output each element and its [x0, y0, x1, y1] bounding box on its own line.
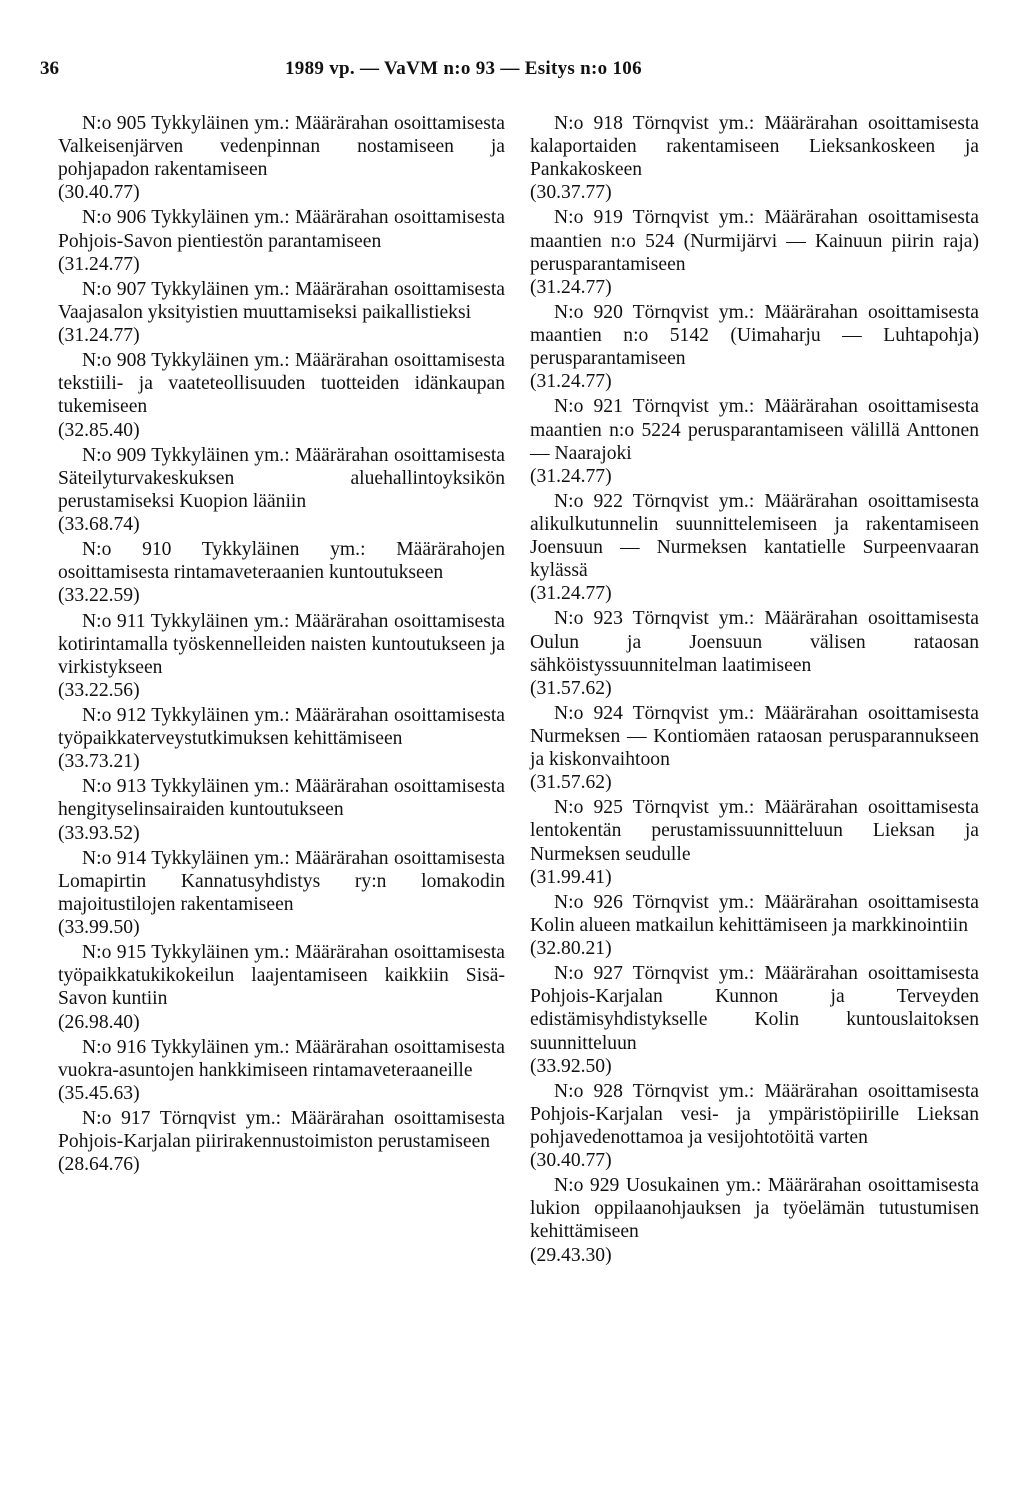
motion-description: N:o 918 Törnqvist ym.: Määrärahan osoittamisesta kalaportaiden rakentamiseen Lieksankoskeen ja Pankakoskeen [530, 113, 979, 181]
budget-item-code: (30.37.77) [530, 182, 612, 204]
budget-item-code: (30.40.77) [58, 182, 140, 204]
motion-entry [530, 301, 979, 393]
budget-item-code: (31.57.62) [530, 677, 612, 699]
motion-entry [530, 891, 979, 960]
budget-item-code: (33.68.74) [58, 513, 140, 535]
motion-description: N:o 926 Törnqvist ym.: Määrärahan osoittamisesta Kolin alueen matkailun kehittämiseen ja markkinointiin [530, 891, 979, 936]
motion-description: N:o 924 Törnqvist ym.: Määrärahan osoittamisesta Nurmeksen — Kontiomäen rataosan perusparannukseen ja kiskonvaihtoon [530, 702, 979, 771]
motion-description: N:o 925 Törnqvist ym.: Määrärahan osoittamisesta lentokentän perustamissuunnitteluun Lieksan ja Nurmeksen seudulle [530, 797, 979, 865]
motion-description: N:o 928 Törnqvist ym.: Määrärahan osoittamisesta Pohjois-Karjalan vesi- ja ympäristöpiirille Lieksan pohjavedenottamoa ja vesijohtotöitä varten [530, 1080, 979, 1148]
motion-entry [58, 704, 505, 773]
budget-item-code: (33.99.50) [58, 917, 140, 939]
motion-entry [530, 702, 979, 794]
running-title: 1989 vp. — VaVM n:o 93 — Esitys n:o 106 [285, 58, 642, 79]
motion-entry [530, 490, 979, 605]
motion-description: N:o 910 Tykkyläinen ym.: Määrärahojen osoittamisesta rintamaveteraanien kuntoutukseen [58, 539, 505, 584]
right-column [530, 112, 979, 1269]
motion-entry [530, 206, 979, 298]
motion-description: N:o 906 Tykkyläinen ym.: Määrärahan osoittamisesta Pohjois-Savon pientiestön parantamiseen [58, 207, 505, 252]
motion-entry [58, 538, 505, 607]
budget-item-code: (32.80.21) [530, 938, 612, 960]
motion-description: N:o 927 Törnqvist ym.: Määrärahan osoittamisesta Pohjois-Karjalan Kunnon ja Terveyden edistämisyhdistykselle Kolin kuntouslaitoksen suunnitteluun [530, 963, 979, 1054]
motion-entry [58, 941, 505, 1033]
budget-item-code: (28.64.76) [58, 1154, 140, 1176]
motion-entry [530, 607, 979, 699]
budget-item-code: (31.24.77) [530, 371, 612, 393]
motion-entry [58, 1036, 505, 1105]
motion-description: N:o 911 Tykkyläinen ym.: Määrärahan osoittamisesta kotirintamalla työskennelleiden naisten kuntoutukseen ja virkistykseen [58, 610, 505, 678]
budget-item-code: (31.57.62) [530, 772, 612, 794]
motion-description: N:o 915 Tykkyläinen ym.: Määrärahan osoittamisesta työpaikkatukikokeilun laajentamiseen kaikkiin Sisä-Savon kuntiin [58, 942, 505, 1010]
motion-description: N:o 922 Törnqvist ym.: Määrärahan osoittamisesta alikulkutunnelin suunnittelemiseen ja rakentamiseen Joensuun — Nurmeksen kantatielle Surpeenvaaran kylässä [530, 490, 979, 582]
motion-entry [58, 847, 505, 939]
motion-description: N:o 912 Tykkyläinen ym.: Määrärahan osoittamisesta työpaikkaterveystutkimuksen kehittämiseen [58, 705, 505, 750]
left-column [58, 112, 505, 1178]
motion-description: N:o 913 Tykkyläinen ym.: Määrärahan osoittamisesta hengityselinsairaiden kuntoutukseen [58, 776, 505, 821]
motion-description: N:o 914 Tykkyläinen ym.: Määrärahan osoittamisesta Lomapirtin Kannatusyhdistys ry:n lomakodin majoitustilojen rakentamiseen [58, 847, 505, 915]
budget-item-code: (26.98.40) [58, 1011, 140, 1033]
budget-item-code: (33.93.52) [58, 822, 140, 844]
page-number: 36 [40, 58, 59, 79]
budget-item-code: (31.24.77) [58, 253, 140, 275]
budget-item-code: (31.24.77) [530, 583, 612, 605]
motion-description: N:o 917 Törnqvist ym.: Määrärahan osoittamisesta Pohjois-Karjalan piirirakennustoimiston perustamiseen [58, 1108, 505, 1153]
budget-item-code: (33.73.21) [58, 751, 140, 773]
motion-description: N:o 908 Tykkyläinen ym.: Määrärahan osoittamisesta tekstiili- ja vaateteollisuuden tuotteiden idänkaupan tukemiseen [58, 350, 505, 418]
motion-description: N:o 923 Törnqvist ym.: Määrärahan osoittamisesta Oulun ja Joensuun välisen rataosan sähköistyssuunnitelman laatimiseen [530, 608, 979, 676]
motion-description: N:o 905 Tykkyläinen ym.: Määrärahan osoittamisesta Valkeisenjärven vedenpinnan nostamiseen ja pohjapadon rakentamiseen [58, 113, 505, 181]
budget-item-code: (33.22.56) [58, 679, 140, 701]
motion-entry [58, 610, 505, 702]
motion-entry [530, 112, 979, 204]
budget-item-code: (30.40.77) [530, 1150, 612, 1172]
budget-item-code: (31.24.77) [530, 276, 612, 298]
motion-description: N:o 916 Tykkyläinen ym.: Määrärahan osoittamisesta vuokra-asuntojen hankkimiseen rintamaveteraaneille [58, 1036, 505, 1081]
motion-entry [530, 395, 979, 487]
motion-entry [530, 962, 979, 1077]
motion-description: N:o 907 Tykkyläinen ym.: Määrärahan osoittamisesta Vaajasalon yksityistien muuttamiseksi paikallistieksi [58, 278, 505, 323]
motion-entry [530, 1174, 979, 1266]
motion-entry [530, 1080, 979, 1172]
budget-item-code: (31.24.77) [530, 465, 612, 487]
motion-description: N:o 921 Törnqvist ym.: Määrärahan osoittamisesta maantien n:o 5224 perusparantamiseen välillä Anttonen — Naarajoki [530, 396, 979, 464]
budget-item-code: (33.22.59) [58, 585, 140, 607]
budget-item-code: (31.99.41) [530, 866, 612, 888]
budget-item-code: (31.24.77) [58, 325, 140, 347]
motion-description: N:o 929 Uosukainen ym.: Määrärahan osoittamisesta lukion oppilaanohjauksen ja työelämän tutustumisen kehittämiseen [530, 1175, 979, 1243]
motion-entry [58, 349, 505, 441]
budget-item-code: (29.43.30) [530, 1244, 612, 1266]
budget-item-code: (35.45.63) [58, 1082, 140, 1104]
motion-description: N:o 919 Törnqvist ym.: Määrärahan osoittamisesta maantien n:o 524 (Nurmijärvi — Kainuun piirin raja) perusparantamiseen [530, 207, 979, 275]
motion-entry [58, 444, 505, 536]
motion-description: N:o 909 Tykkyläinen ym.: Määrärahan osoittamisesta Säteilyturvakeskuksen aluehallintoyksikön perustamiseksi Kuopion lääniin [58, 444, 505, 512]
motion-entry [58, 1107, 505, 1176]
budget-item-code: (33.92.50) [530, 1055, 612, 1077]
motion-entry [58, 112, 505, 204]
motion-entry [58, 278, 505, 347]
motion-entry [58, 206, 505, 275]
page-header [40, 58, 985, 90]
motion-entry [58, 775, 505, 844]
motion-entry [530, 796, 979, 888]
budget-item-code: (32.85.40) [58, 419, 140, 441]
motion-description: N:o 920 Törnqvist ym.: Määrärahan osoittamisesta maantien n:o 5142 (Uimaharju — Luhtapohja) perusparantamiseen [530, 301, 979, 370]
